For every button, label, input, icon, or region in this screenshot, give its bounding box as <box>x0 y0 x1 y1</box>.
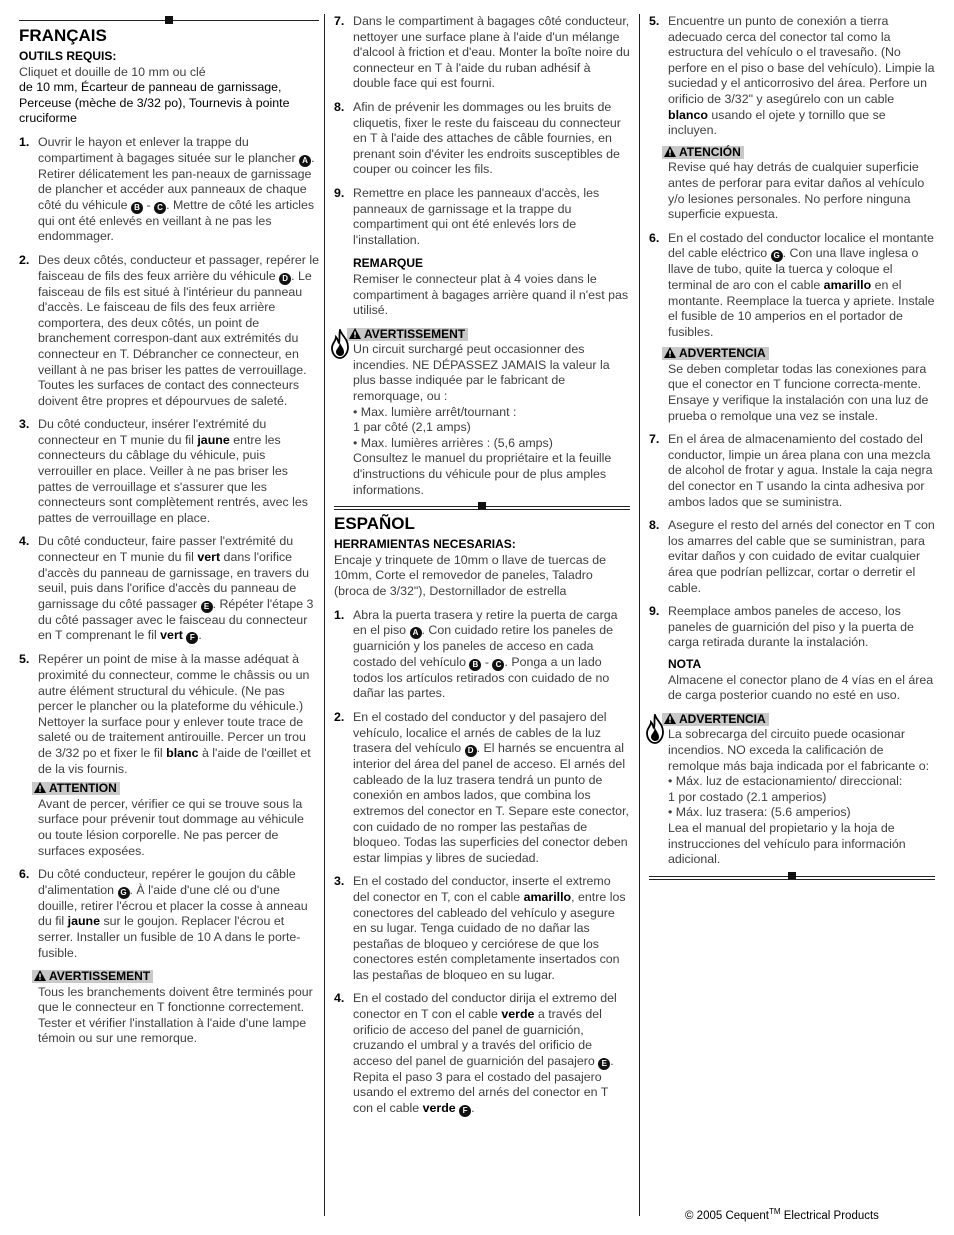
column-3 <box>649 14 935 881</box>
step-8: 8. Asegure el resto del arnés del conector en T con los amarres del cable que se suministran, para evitar daños y con cuidado de evitar cualquier área que podrían pellizcar, cortar o derretir el cable. <box>649 518 935 595</box>
step-8: 8. Afin de prévenir les dommages ou les bruits de cliquetis, fixer le reste du faisceau du connecteur en T à l'aide des attaches de câble fournies, en prenant soin d'éviter les endroits susceptibles de couper ou coincer les fils. <box>334 99 621 177</box>
warning-label: AVERTISSEMENT <box>364 326 466 341</box>
warning-triangle-icon <box>664 347 676 358</box>
step-5: 5. Repérer un point de mise à la masse adéquat à proximité du connecteur, comme le châssis ou un autre élément structural du véhicule. (Ne pas percer le plancher ou la plateforme du véhicule.) Nettoyer la surface pour y enlever toute trace de saleté ou de traitement antirouille. Percer un trou de 3/32 po et fixer le fil blanc à l'aide de l'œillet et de la vis fournis. <box>19 652 311 776</box>
warning-triangle-icon <box>664 146 676 157</box>
caution-label: ATTENTION <box>49 781 117 796</box>
step-3: 3. Du côté conducteur, insérer l'extrémité du connecteur en T munie du fil jaune entre les connecteurs du câblage du véhicule, puis verrouiller en place. Veiller à ne pas briser les pattes de verrouillage et s'assurer que les connecteurs sont complètement rentrés, avec les pattes de verrouillage en place. <box>19 417 308 525</box>
step-5: 5. Encuentre un punto de conexión a tierra adecuado cerca del conector tal como la estructura del vehículo o el travesaño. (No perfore en el piso o base del vehículo). Limpie la suciedad y el anticorrosivo del área. Perfore un orificio de 3/32" y asegúrelo con un cable blanco usando el ojete y tornillo que se incluyen. <box>649 14 935 138</box>
step-4: 4. En el costado del conductor dirija el extremo del conector en T con el cable verde a través del orificio de acceso del panel de guarnición, cruzando el umbral y a través del orificio de acceso del panel de guarnición del pasajero E . Repita el paso 3 para el costado del pasajero usando el extremo del arnés del conector en T con el cable verde F . <box>334 991 617 1116</box>
step-4: 4. Du côté conducteur, faire passer l'extrémité du connecteur en T munie du fil vert dans l'orifice d'accès du panneau de garnissage, en travers du seuil, puis dans l'orifice d'accès du panneau de garnissage du côté passager E . Répéter l'étape 3 du côté passager avec le faisceau du connecteur en T comprenant le fil vert F . <box>19 534 314 643</box>
fire-warning-box <box>649 712 935 868</box>
callout-c-icon: C <box>492 659 504 671</box>
callout-d-icon: D <box>465 745 477 757</box>
step-3: 3. En el costado del conductor, inserte el extremo del conector en T, con el cable amarillo, entre los conectores del cableado del vehículo y asegure en su lugar. Tenga cuidado de no dañar las pestañas de bloqueo y cerciórese de que los conectores estén completamente insertados con las pestañas de bloqueo en su lugar. <box>334 874 626 982</box>
warning-label: ADVERTENCIA <box>679 346 766 361</box>
section-rule <box>649 876 935 877</box>
caution-box <box>19 781 319 859</box>
caution-label: ATENCIÓN <box>679 144 741 159</box>
callout-b-icon: B <box>131 202 143 214</box>
step-1: 1. Ouvrir le hayon et enlever la trappe du compartiment à bagages située sur le plancher A . Retirer délicatement les pan-neaux de garnissage de plancher et accéder aux panneaux de chaque côté du véhicule B - C . Mettre de côté les articles qui ont été enlevés en veillant à ne pas les endommager. <box>19 134 315 244</box>
section-title-french: FRANÇAIS <box>19 26 107 45</box>
caution-text: Avant de percer, vérifier ce qui se trouve sous la surface pour prévenir tout dommage au véhicule ou toute lésion corporelle. Ne pas percer de surfaces exposées. <box>38 796 304 858</box>
callout-b-icon: B <box>469 659 481 671</box>
step-7: 7. Dans le compartiment à bagages côté conducteur, nettoyer une surface plane à l'aide d'un mélange d'alcool à friction et d'eau. Monter la boîte noire du connecteur en T à l'aide du ruban adhésif à double face qui est fourni. <box>334 14 630 91</box>
callout-c-icon: C <box>154 202 166 214</box>
step-7: 7. En el área de almacenamiento del costado del conductor, limpie un área plana con una mezcla de alcohol de frotar y agua. Instale la caja negra del conector en T usando la cinta adhesiva por ambos lados que se suministra. <box>649 432 933 509</box>
callout-e-icon: E <box>598 1058 610 1070</box>
column-divider <box>324 14 325 1216</box>
callout-f-icon: F <box>186 632 198 644</box>
steps-list-es <box>334 608 630 1117</box>
warning-text: Se deben completar todas las conexiones para que el conector en T funcione correcta-mente. Ensaye y verifique la instalación con una luz de prueba o remolque una vez se instale. <box>668 361 929 423</box>
callout-a-icon: A <box>410 627 422 639</box>
warning-text: La sobrecarga del circuito puede ocasionar incendios. NO exceda la calificación de remolque más baja indicada por el fabricante o: • Máx. luz de estacionamiento/ direccional: 1 por costado (2.1 amperios) • Máx. luz trasera: (5.6 amperios) Lea el manual del propietario y la hoja de instrucciones del vehículo para información adicional. <box>668 727 930 867</box>
callout-e-icon: E <box>201 601 213 613</box>
fire-hazard-icon <box>645 714 665 744</box>
column-divider <box>639 14 640 1216</box>
warning-box <box>19 969 319 1047</box>
step-1: 1. Abra la puerta trasera y retire la puerta de carga en el piso A . Con cuidado retire los paneles de guarnición y los paneles de acceso en cada costado del vehículo B - C . Ponga a un lado todos los artículos retirados con cuidado de no dañar las partes. <box>334 607 618 701</box>
fire-warning-box <box>334 327 630 499</box>
callout-f-icon: F <box>459 1105 471 1117</box>
note-box <box>668 657 935 704</box>
step-9: 9. Remettre en place les panneaux d'accès, les panneaux de garnissage et la trappe du compartiment qui ont été enlevés lors de l'installation. REMARQUE Remiser le connecteur plat à 4 voies dans le compartiment à bagages arrière quand il n'est pas utilisé. <box>334 185 629 318</box>
note-box <box>353 256 630 318</box>
tools-list: Encaje y trinquete de 10mm o llave de tuercas de 10mm, Corte el removedor de paneles, Taladro (broca de 3/32"), Destornillador de estrella <box>334 552 607 598</box>
warning-text: Un circuit surchargé peut occasionner des incendies. NE DÉPASSEZ JAMAIS la valeur la plus basse indiquée par le fabricant de remorquage, ou : • Max. lumière arrêt/tournant : 1 par côté (2,1 amps) • Max. lumières arrières : (5,6 amps) Consultez le manuel du propriétaire et la feuille d'instructions du véhicule pour de plus amples informations. <box>353 342 612 497</box>
column-2 <box>334 14 630 1125</box>
note-label: REMARQUE <box>353 256 424 271</box>
warning-triangle-icon <box>34 782 46 793</box>
caution-text: Revise qué hay detrás de cualquier superficie antes de perforar para evitar daños al vehículo y/o lesiones personales. No perfore ninguna superficie expuesta. <box>668 160 925 222</box>
section-rule <box>334 506 630 507</box>
tools-heading: HERRAMIENTAS NECESARIAS: <box>334 537 516 552</box>
callout-a-icon: A <box>299 155 311 167</box>
warning-triangle-icon <box>349 328 361 339</box>
step-2: 2. Des deux côtés, conducteur et passager, repérer le faisceau de fils des feux arrière du véhicule D . Le faisceau de fils est situé à l'intérieur du panneau d'accès. Le faisceau de fils des feux arrière comportera, des deux côtés, un point de branchement correspon-dant aux extrémités du connecteur en T. Débrancher ce connecteur, en veillant à ne pas briser les pattes de verrouillage. Toutes les surfaces de contact des connecteurs doivent être propres et dépourvues de saleté. <box>19 252 320 408</box>
callout-g-icon: G <box>771 250 783 262</box>
warning-triangle-icon <box>34 970 46 981</box>
callout-d-icon: D <box>279 273 291 285</box>
note-label: NOTA <box>668 656 702 671</box>
tools-heading: OUTILS REQUIS: <box>19 49 117 63</box>
steps-list-fr <box>19 135 319 777</box>
copyright-footer: © 2005 Cequent™ Electrical Products <box>685 1207 879 1222</box>
section-title-spanish: ESPAÑOL <box>334 514 415 534</box>
caution-box <box>649 145 935 223</box>
fire-hazard-icon <box>330 329 350 359</box>
warning-label: AVERTISSEMENT <box>49 969 151 984</box>
warning-box <box>649 346 935 424</box>
step-6: 6. Du côté conducteur, repérer le goujon du câble d'alimentation G . À l'aide d'une clé ou d'une douille, retirer l'écrou et placer la cosse à anneau du fil jaune sur le goujon. Replacer l'écrou et serrer. Installer un fusible de 10 A dans le porte-fusible. <box>19 867 308 960</box>
step-9: 9. Reemplace ambos paneles de acceso, los paneles de guarnición del piso y la puerta de carga retirada durante la instalación. NOTA Almacene el conector plano de 4 vías en el área de carga posterior cuando no esté en uso. <box>649 604 934 703</box>
warning-text: Tous les branchements doivent être terminés pour que le connecteur en T fonctionne correctement. Tester et vérifier l'installation à l'aide d'une lampe témoin ou sur une remorque. <box>38 984 313 1046</box>
note-text: Remiser le connecteur plat à 4 voies dans le compartiment à bagages arrière quand il n'est pas utilisé. <box>353 271 629 318</box>
callout-g-icon: G <box>118 887 130 899</box>
section-rule <box>19 20 319 21</box>
step-2: 2. En el costado del conductor y del pasajero del vehículo, localice el arnés de cables de la luz trasera del vehículo D . El harnés se encuentra al interior del área del panel de acceso. El arnés del cableado de la luz trasera tendrá un punto de conexión en ambos lados, que combina los extremos del conector en T. Separe este conector, con cuidado de no romper las pestañas de bloqueo. Todas las superficies del conector deben estar limpias y libres de suciedad. <box>334 709 629 865</box>
step-6: 6. En el costado del conductor localice el montante del cable eléctrico G . Con una llave inglesa o llave de tubo, quite la tuerca y coloque el terminal de aro con el cable amarillo en el montante. Reemplace la tuerca y apriete. Instale el fusible de 10 amperios en el portador de fusibles. <box>649 230 935 339</box>
warning-label: ADVERTENCIA <box>679 711 766 726</box>
note-text: Almacene el conector plano de 4 vías en el área de carga posterior cuando no esté en uso. <box>668 672 934 703</box>
column-1 <box>19 14 319 1055</box>
tools-list: Cliquet et douille de 10 mm ou clé de 10 mm, Écarteur de panneau de garnissage, Perceuse (mèche de 3/32 po), Tournevis à pointe cruciforme <box>19 64 290 126</box>
warning-triangle-icon <box>664 713 676 724</box>
